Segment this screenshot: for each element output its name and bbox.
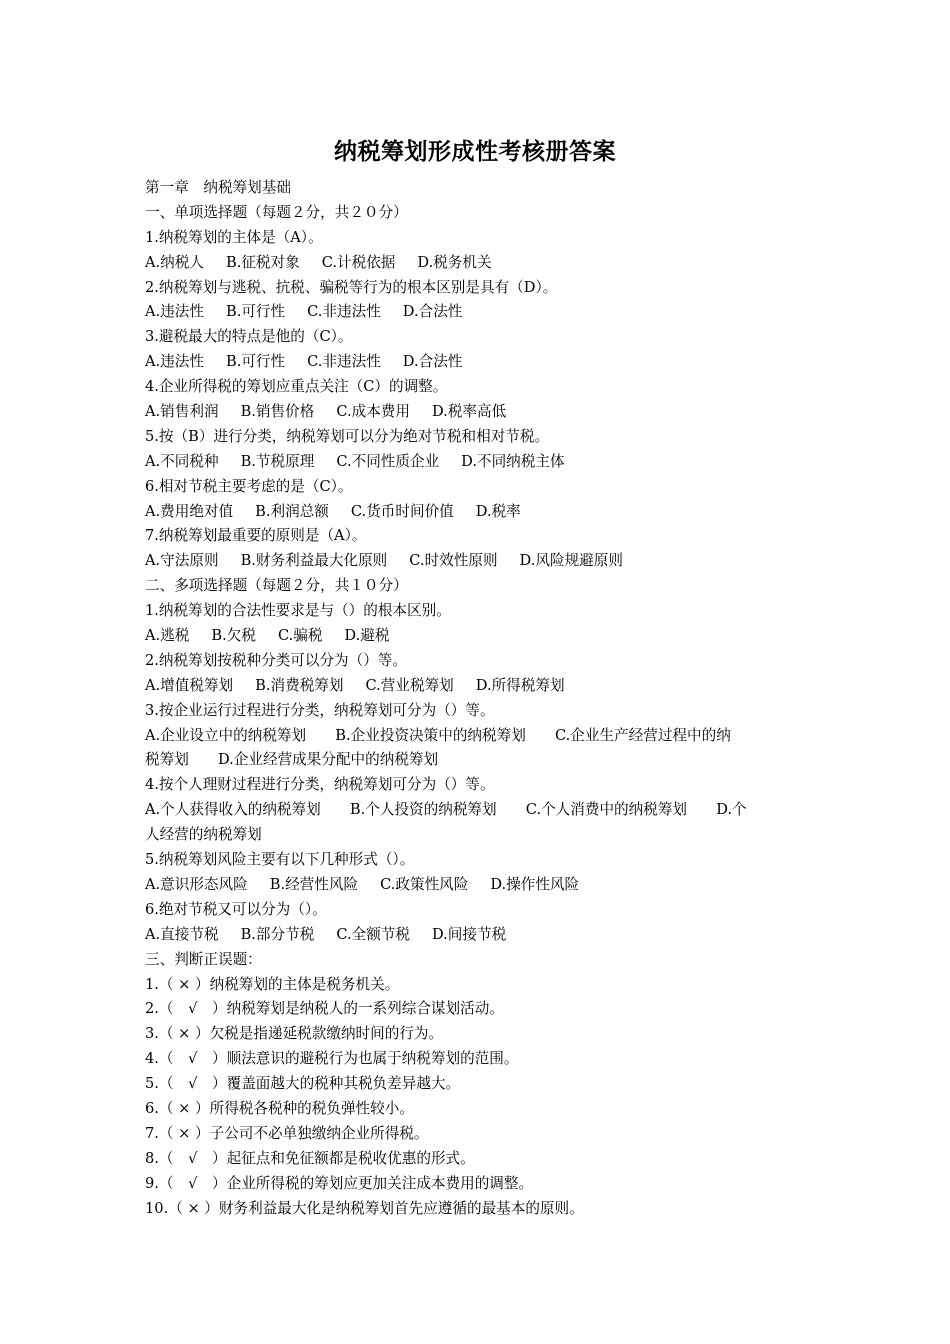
question-options	[145, 251, 810, 276]
true-false-item: 8.（ √ ）起征点和免征额都是税收优惠的形式。	[145, 1149, 475, 1167]
question-text: 4.按个人理财过程进行分类，纳税筹划可分为（）等。	[145, 776, 495, 794]
option: C.非违法性	[307, 303, 381, 321]
option: C.货币时间价值	[350, 502, 454, 520]
question-options	[145, 923, 810, 948]
option: A.直接节税	[145, 925, 219, 943]
section-heading-single-choice: 一、单项选择题（每题２分，共２０分）	[145, 203, 408, 221]
option: D.风险规避原则	[519, 552, 623, 570]
question-text: 2.纳税筹划与逃税、抗税、骗税等行为的根本区别是具有（D）。	[145, 278, 558, 296]
option: D.税务机关	[417, 253, 492, 271]
option: B.销售价格	[240, 403, 315, 421]
option: A.费用绝对值	[145, 502, 234, 520]
document-body	[145, 176, 810, 1221]
true-false-item: 1.（ × ）纳税筹划的主体是税务机关。	[145, 975, 400, 993]
option: B.节税原理	[240, 452, 315, 470]
option: C.成本费用	[336, 403, 410, 421]
true-false-item: 2.（ √ ）纳税筹划是纳税人的一系列综合谋划活动。	[145, 1000, 504, 1018]
option: C.不同性质企业	[336, 452, 440, 470]
question-options	[145, 400, 810, 425]
option: C.全额节税	[336, 925, 410, 943]
question-options-line: 人经营的纳税筹划	[145, 826, 262, 844]
question-text: 3.按企业运行过程进行分类，纳税筹划可分为（）等。	[145, 701, 495, 719]
question-options	[145, 450, 810, 475]
chapter-heading: 第一章 纳税筹划基础	[145, 179, 291, 196]
option: D.税率高低	[431, 403, 507, 421]
option: B.利润总额	[255, 502, 329, 520]
option: A.增值税筹划	[145, 676, 234, 694]
true-false-item: 10.（ × ）财务利益最大化是纳税筹划首先应遵循的最基本的原则。	[145, 1199, 584, 1217]
option: C.骗税	[277, 627, 323, 645]
option: D.合法性	[402, 303, 463, 321]
option: D.间接节税	[431, 925, 507, 943]
question-options	[145, 549, 810, 574]
option: C.非违法性	[307, 353, 381, 371]
question-options	[145, 500, 810, 525]
option: C.政策性风险	[380, 875, 469, 893]
question-text: 4.企业所得税的筹划应重点关注（C）的调整。	[145, 378, 448, 396]
true-false-item: 4.（ √ ）顺法意识的避税行为也属于纳税筹划的范围。	[145, 1050, 519, 1068]
option: A.意识形态风险	[145, 875, 248, 893]
question-options	[145, 624, 810, 649]
option: B.征税对象	[225, 253, 300, 271]
option: A.纳税人	[145, 253, 204, 271]
document-title: 纳税筹划形成性考核册答案	[334, 139, 616, 165]
true-false-item: 6.（ × ）所得税各税种的税负弹性较小。	[145, 1099, 414, 1117]
question-options	[145, 674, 810, 699]
option: A.销售利润	[145, 403, 219, 421]
option: D.避税	[344, 627, 390, 645]
question-options	[145, 300, 810, 325]
option: A.不同税种	[145, 452, 219, 470]
option: B.消费税筹划	[255, 676, 344, 694]
option: A.违法性	[145, 303, 204, 321]
question-text: 2.纳税筹划按税种分类可以分为（）等。	[145, 651, 408, 669]
option: D.所得税筹划	[475, 676, 565, 694]
option: B.欠税	[211, 627, 256, 645]
option: B.可行性	[225, 353, 286, 371]
option: D.不同纳税主体	[461, 452, 565, 470]
true-false-item: 3.（ × ）欠税是指递延税款缴纳时间的行为。	[145, 1025, 444, 1043]
question-text: 1.纳税筹划的合法性要求是与（）的根本区别。	[145, 602, 451, 620]
option: D.合法性	[402, 353, 463, 371]
question-options-line: A.个人获得收入的纳税筹划 B.个人投资的纳税筹划 C.个人消费中的纳税筹划 D.个	[145, 801, 747, 819]
option: C.营业税筹划	[365, 676, 454, 694]
option: D.操作性风险	[490, 875, 580, 893]
question-options	[145, 873, 810, 898]
true-false-item: 7.（ × ）子公司不必单独缴纳企业所得税。	[145, 1124, 429, 1142]
option: B.经营性风险	[269, 875, 359, 893]
section-heading-multiple-choice: 二、多项选择题（每题２分，共１０分）	[145, 577, 408, 595]
section-heading-true-false: 三、判断正误题：	[145, 950, 262, 968]
option: B.部分节税	[240, 925, 315, 943]
option: B.财务利益最大化原则	[240, 552, 388, 570]
question-text: 5.纳税筹划风险主要有以下几种形式（）。	[145, 851, 415, 869]
question-text: 1.纳税筹划的主体是（A）。	[145, 228, 323, 246]
option: C.计税依据	[321, 253, 396, 271]
question-text: 6.相对节税主要考虑的是（C）。	[145, 477, 353, 495]
option: A.守法原则	[145, 552, 219, 570]
option: C.时效性原则	[409, 552, 498, 570]
option: A.违法性	[145, 353, 204, 371]
question-options	[145, 350, 810, 375]
question-options-line: A.企业设立中的纳税筹划 B.企业投资决策中的纳税筹划 C.企业生产经营过程中的纳	[145, 726, 731, 744]
option: D.税率	[475, 502, 521, 520]
question-options-line: 税筹划 D.企业经营成果分配中的纳税筹划	[145, 751, 439, 769]
true-false-item: 5.（ √ ）覆盖面越大的税种其税负差异越大。	[145, 1075, 461, 1093]
question-text: 5.按（B）进行分类，纳税筹划可以分为绝对节税和相对节税。	[145, 427, 550, 445]
question-text: 6.绝对节税又可以分为（）。	[145, 900, 327, 918]
question-text: 3.避税最大的特点是他的（C）。	[145, 328, 353, 346]
question-text: 7.纳税筹划最重要的原则是（A）。	[145, 527, 367, 545]
option: A.逃税	[145, 627, 190, 645]
option: B.可行性	[225, 303, 286, 321]
true-false-item: 9.（ √ ）企业所得税的筹划应更加关注成本费用的调整。	[145, 1174, 534, 1192]
